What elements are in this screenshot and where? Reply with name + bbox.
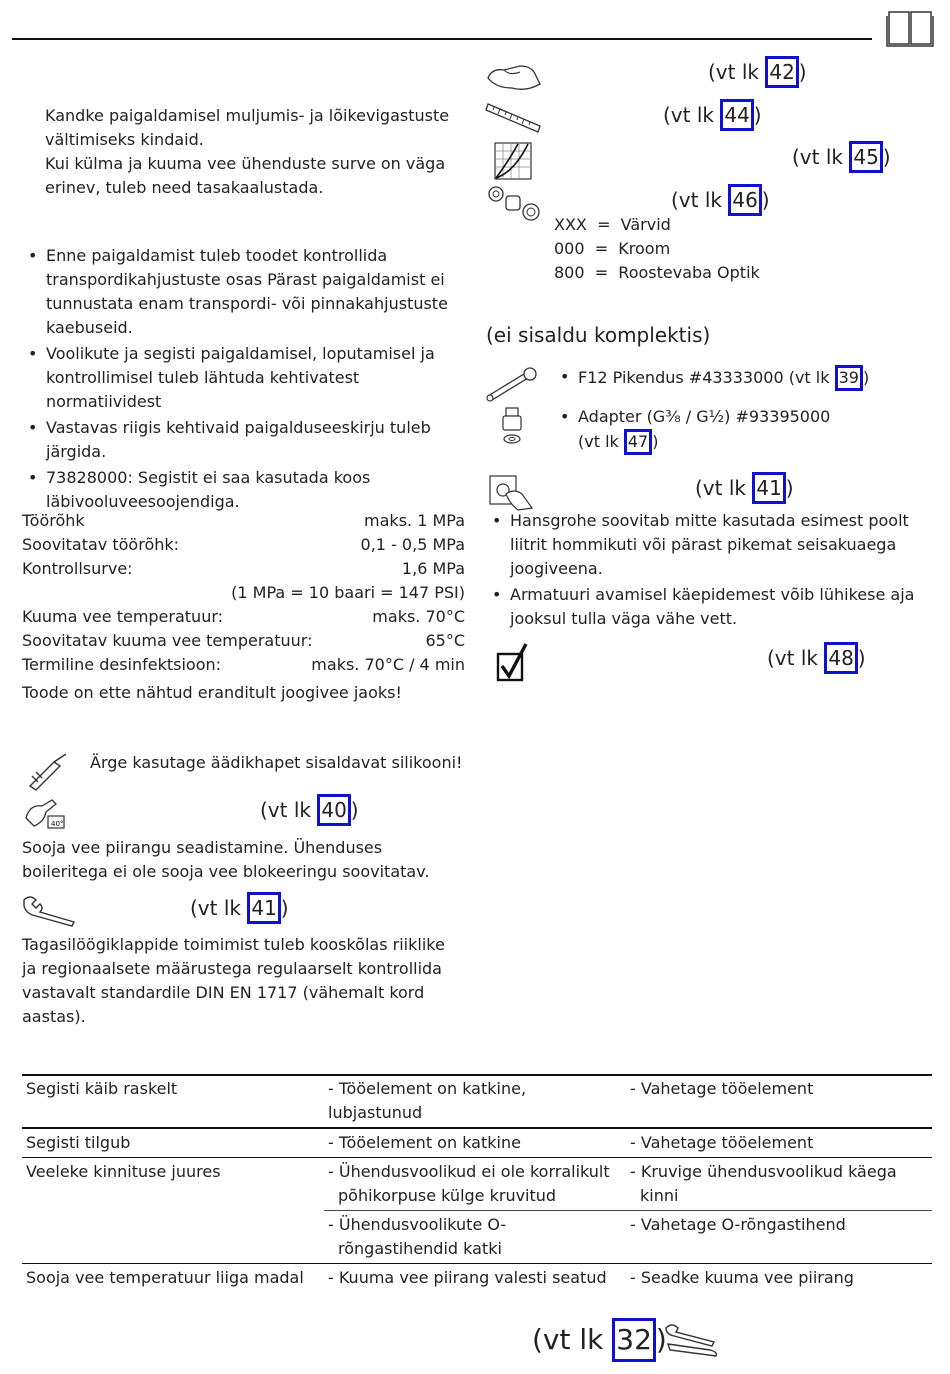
silicone-gun-icon [24, 752, 70, 792]
notes-list [22, 244, 462, 516]
checkbox-icon [496, 642, 530, 682]
accessory-list-1 [554, 365, 934, 393]
list-item: • Voolikute ja segisti paigaldamisel, loputamisel ja kontrollimisel tuleb lähtuda kehtivatest normatiividest [22, 342, 462, 414]
open-book-icon [886, 10, 936, 48]
maintenance-text: Tagasilöögiklappide toimimist tuleb kooskõlas riiklike ja regionaalsete määrustega regulaarselt kontrollida vastavalt standardile DIN EN 1717 (vähemalt kord aastas). [22, 935, 445, 1026]
page-ref-44[interactable]: (vt lk 44 ) [663, 99, 762, 131]
list-item: • Enne paigaldamist tuleb toodet kontrollida transpordikahjustuste osas Pärast paigaldamist ei tunnustata enam transpordi- või pinnakahjustuste kaebuseid. [22, 244, 462, 340]
fault-problem: Sooja vee temperatuur liiga madal [26, 1268, 304, 1287]
page-link-41b[interactable]: 41 [752, 472, 785, 504]
fault-problem: Segisti tilgub [26, 1133, 131, 1152]
silicone-warning: Ärge kasutage äädikhapet sisaldavat silikooni! [90, 753, 463, 772]
color-code-row: XXX = Värvid [554, 215, 671, 234]
accessories-title: (ei sisaldu komplektis) [486, 323, 711, 347]
svg-text:40°: 40° [51, 820, 64, 828]
page-link-39[interactable]: 39 [835, 365, 863, 391]
page-ref-42[interactable]: (vt lk 42 ) [708, 56, 807, 88]
fault-table [22, 1075, 932, 1292]
table-row [22, 1075, 932, 1128]
list-item: • Armatuuri avamisel käepidemest võib lühikese aja jooksul tulla väga vähe vett. [486, 583, 934, 631]
adapter-icon [500, 406, 524, 446]
tech-row: Soovitatav kuuma vee temperatuur: 65°C [22, 631, 465, 650]
page-link-44[interactable]: 44 [720, 99, 753, 131]
tech-row: Soovitatav töörõhk: 0,1 - 0,5 MPa [22, 535, 465, 554]
accessory-list-2 [554, 405, 934, 457]
page-ref-45[interactable]: (vt lk 45 ) [792, 141, 891, 173]
spare-parts-icon [486, 184, 542, 224]
accessory-item: • Adapter (G³⁄₈ / G½) #93395000 (vt lk 47 ) [554, 405, 934, 455]
hand-handle-icon [488, 472, 536, 512]
safety-block [45, 104, 455, 200]
page-ref-40[interactable]: (vt lk 40 ) [260, 794, 359, 826]
wrench-icon [20, 894, 78, 928]
hand-cleaning-icon [486, 58, 542, 94]
extension-wrench-icon [484, 366, 542, 404]
list-item: • Vastavas riigis kehtivaid paigalduseeskirju tuleb järgida. [22, 416, 462, 464]
page-link-41[interactable]: 41 [247, 892, 280, 924]
use-notes-list [486, 509, 934, 633]
table-row [22, 1264, 932, 1293]
tech-note: Toode on ette nähtud eranditult joogivee jaoks! [22, 683, 402, 702]
page-ref-32[interactable]: (vt lk 32 ) [532, 1318, 667, 1362]
page-ref-41b[interactable]: (vt lk 41 ) [695, 472, 794, 504]
page-link-48[interactable]: 48 [824, 642, 857, 674]
flow-diagram-icon [494, 142, 532, 180]
tech-row: Termiline desinfektsioon: maks. 70°C / 4 min [22, 655, 465, 674]
page-link-32[interactable]: 32 [612, 1318, 656, 1362]
table-row [22, 1158, 932, 1211]
page-link-46[interactable]: 46 [728, 184, 761, 216]
color-code-row: 800 = Roostevaba Optik [554, 263, 760, 282]
page-link-42[interactable]: 42 [765, 56, 798, 88]
page-link-45[interactable]: 45 [849, 141, 882, 173]
fault-cause: - Tööelement on katkine, lubjastunud [328, 1079, 527, 1122]
tools-icon [662, 1320, 720, 1358]
color-codes [554, 213, 760, 285]
safety-pressure-text: Kui külma ja kuuma vee ühenduste surve on väga erinev, tuleb need tasakaalustada. [45, 154, 446, 197]
ruler-icon [486, 100, 542, 134]
fault-problem: Segisti käib raskelt [26, 1079, 178, 1098]
fault-cause: - Tööelement on katkine [328, 1133, 521, 1152]
fault-cause: - Kuuma vee piirang valesti seatud [328, 1268, 607, 1287]
table-row [22, 1128, 932, 1158]
page-ref-48[interactable]: (vt lk 48 ) [767, 642, 866, 674]
fault-fix: - Vahetage tööelement [630, 1079, 814, 1098]
hot-limit-text: Sooja vee piirangu seadistamine. Ühenduses boileritega ei ole sooja vee blokeeringu soovitatav. [22, 838, 430, 881]
list-item: • Hansgrohe soovitab mitte kasutada esimest poolt liitrit hommikuti või pärast pikemat seisakuaega joogiveena. [486, 509, 934, 581]
fault-problem: Veeleke kinnituse juures [26, 1162, 221, 1181]
color-code-row: 000 = Kroom [554, 239, 671, 258]
list-item: • 73828000: Segistit ei saa kasutada koos läbivooluveesoojendiga. [22, 466, 462, 514]
fault-fix: - Kruvige ühendusvoolikud käega kinni [626, 1158, 932, 1211]
page-ref-46[interactable]: (vt lk 46 ) [671, 184, 770, 216]
tech-row: Kontrollsurve: 1,6 MPa [22, 559, 465, 578]
fault-fix: - Vahetage O-rõngastihend [630, 1215, 846, 1234]
tech-row: Töörõhk maks. 1 MPa [22, 511, 465, 530]
tech-row: Kuuma vee temperatuur: maks. 70°C [22, 607, 465, 626]
accessory-item: • F12 Pikendus #43333000 (vt lk 39 ) [554, 365, 934, 391]
page-link-40[interactable]: 40 [317, 794, 350, 826]
header-rule [12, 38, 872, 40]
page-link-47[interactable]: 47 [624, 429, 652, 455]
page-ref-41[interactable]: (vt lk 41 ) [190, 892, 289, 924]
hand-thermostat-icon [22, 796, 68, 832]
safety-gloves-text: Kandke paigaldamisel muljumis- ja lõikevigastuste vältimiseks kindaid. [45, 106, 450, 149]
fault-fix: - Seadke kuuma vee piirang [630, 1268, 854, 1287]
fault-fix: - Vahetage tööelement [630, 1133, 814, 1152]
fault-cause: - Ühendusvoolikute O-rõngastihendid katki [328, 1215, 507, 1258]
fault-cause: - Ühendusvoolikud ei ole korralikult põhikorpuse külge kruvitud [324, 1158, 626, 1211]
